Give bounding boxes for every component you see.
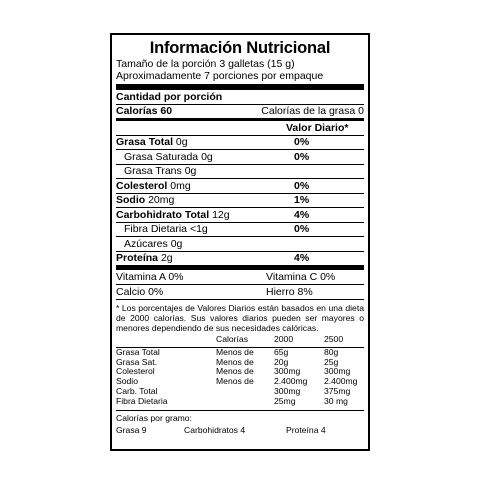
reference-cell (216, 387, 274, 397)
calcium: Calcio 0% (116, 286, 164, 298)
daily-value-header-text: Valor Diario* (286, 121, 349, 134)
nutrient-row (116, 208, 364, 223)
nutrient-row (116, 237, 364, 252)
nutrient-label: Grasa Saturada (124, 150, 199, 163)
calories-per-gram-divider (116, 410, 364, 411)
reference-cell: 2.400mg (324, 376, 358, 387)
nutrient-daily-value: 0% (294, 136, 310, 149)
nutrient-name (116, 209, 230, 221)
reference-cell: 375mg (324, 385, 351, 396)
nutrient-daily-value: 0% (294, 150, 310, 163)
nutrient-label: Grasa Trans (124, 165, 182, 178)
reference-cell: 300mg (274, 385, 301, 396)
calories-per-gram-row (116, 424, 364, 436)
reference-cell: Colesterol (116, 366, 155, 377)
amount-per-serving (116, 90, 364, 105)
footnote: * Los porcentajes de Valores Diarios están basados en una dieta de 2000 calorías. Sus valores diarios pueden ser mayores o menores dependiendo de sus necesidades calóricas. (116, 303, 364, 333)
vitamin-a: Vitamina A 0% (116, 271, 184, 283)
nutrient-amount: 0mg (170, 179, 191, 192)
nutrition-facts-label (110, 33, 370, 451)
reference-cell: Menos de (216, 356, 254, 367)
nutrient-amount: 0g (201, 150, 213, 163)
cal-fat: Grasa 9 (116, 424, 147, 435)
nutrient-name (124, 151, 213, 163)
vitamin-c: Vitamina C 0% (266, 271, 336, 283)
nutrient-daily-value: 1% (294, 194, 310, 207)
nutrient-name (124, 165, 196, 177)
nutrient-label: Grasa Total (116, 136, 173, 149)
nutrient-amount: 20mg (148, 194, 175, 207)
reference-header-cell: 2000 (274, 334, 294, 344)
reference-cell: Grasa Total (116, 346, 160, 357)
nutrient-row (116, 165, 364, 180)
iron: Hierro 8% (266, 286, 313, 298)
mineral-row (116, 285, 364, 300)
nutrient-daily-value: 4% (294, 252, 310, 265)
calories-per-gram-label: Calorías por gramo: (116, 412, 192, 423)
nutrient-amount: <1g (189, 223, 208, 236)
nutrient-row (116, 136, 364, 151)
reference-cell: 25mg (274, 395, 296, 406)
vitamin-row (116, 270, 364, 285)
servings-per-container: Aproximadamente 7 porciones por empaque (116, 70, 324, 82)
calories-label: Calorías 60 (116, 105, 173, 117)
reference-cell: Menos de (216, 346, 254, 357)
nutrient-row (116, 179, 364, 194)
reference-cell: 30 mg (324, 395, 348, 406)
reference-cell: 300mg (274, 366, 301, 377)
reference-cell (216, 397, 274, 407)
reference-header-cell (116, 335, 216, 345)
nutrient-name (116, 252, 173, 264)
cal-carbs: Carbohidratos 4 (184, 424, 246, 435)
nutrient-amount: 0g (170, 237, 183, 250)
reference-row (116, 397, 364, 407)
nutrient-amount: 0g (184, 165, 197, 178)
reference-cell: Sodio (116, 376, 138, 387)
nutrient-list (116, 136, 364, 266)
nutrient-amount: 12g (212, 208, 230, 221)
nutrient-name (116, 136, 188, 148)
nutrient-row (116, 223, 364, 238)
reference-cell: 80g (324, 346, 339, 357)
serving-size: Tamaño de la porción 3 galletas (15 g) (116, 58, 295, 70)
reference-body (116, 348, 364, 407)
nutrient-row (116, 150, 364, 165)
calories-row (116, 105, 364, 121)
reference-cell: 65g (274, 346, 289, 357)
nutrient-name (116, 194, 174, 206)
nutrient-label: Colesterol (116, 179, 168, 192)
nutrient-daily-value: 0% (294, 223, 310, 236)
label-title: Información Nutricional (149, 39, 331, 57)
reference-cell: Menos de (216, 366, 254, 377)
reference-cell: Grasa Sat. (116, 356, 158, 367)
reference-cell: Fibra Dietaria (116, 395, 168, 406)
nutrient-label: Azúcares (124, 237, 168, 250)
reference-cell: 25g (324, 356, 339, 367)
reference-cell: Menos de (216, 376, 254, 387)
reference-header-cell: Calorías (216, 334, 248, 344)
reference-cell: 300mg (324, 366, 351, 377)
nutrient-daily-value: 0% (294, 179, 310, 192)
nutrient-label: Sodio (116, 194, 146, 207)
reference-header-cell: 2500 (324, 334, 344, 344)
nutrient-name (116, 180, 191, 192)
nutrient-name (124, 223, 208, 235)
amount-per-serving-text: Cantidad por porción (116, 90, 223, 103)
reference-header-row (116, 335, 364, 345)
reference-cell: 2.400mg (274, 376, 308, 387)
nutrient-label: Carbohidrato Total (116, 208, 210, 221)
nutrient-amount: 0g (175, 136, 188, 149)
reference-table (116, 335, 364, 345)
calories-from-fat: Calorías de la grasa 0 (261, 105, 364, 117)
nutrient-row (116, 252, 364, 266)
nutrient-row (116, 194, 364, 209)
nutrient-label: Fibra Dietaria (124, 223, 188, 236)
nutrient-label: Proteína (116, 252, 159, 265)
reference-cell: 20g (274, 356, 289, 367)
nutrient-daily-value: 4% (294, 208, 310, 221)
cal-protein: Proteína 4 (286, 424, 326, 435)
nutrient-amount: 2g (160, 252, 173, 265)
reference-cell: Carb. Total (116, 385, 158, 396)
nutrient-name (124, 238, 182, 250)
daily-value-header (116, 121, 364, 136)
